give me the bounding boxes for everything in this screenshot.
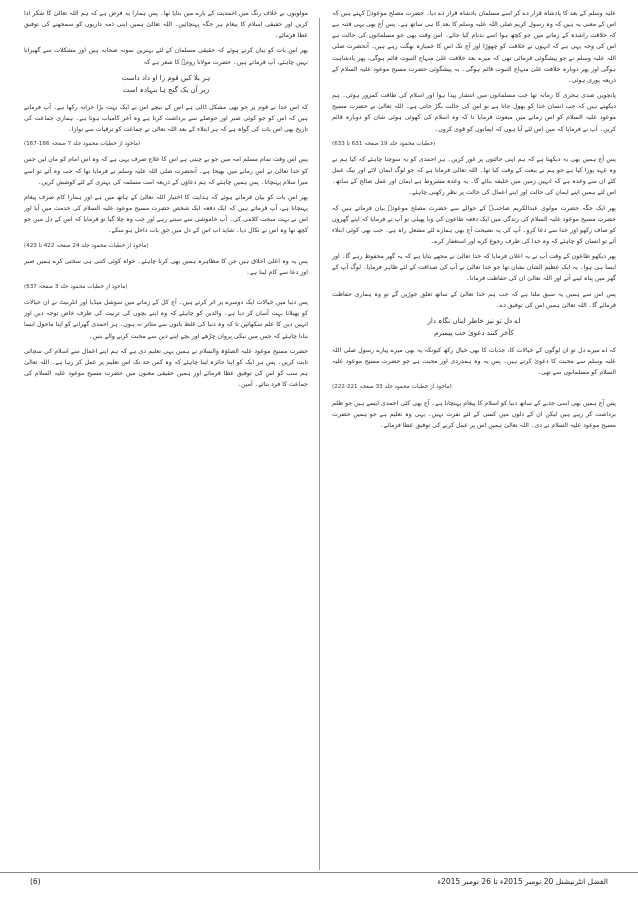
right-column [332, 8, 616, 870]
newspaper-page [24, 8, 616, 870]
page-footer [0, 872, 638, 893]
paragraph: پس یہ وہ اعلیٰ اخلاق ہیں جن کا مظاہرہ ہمیں بھی کرنا چاہئے۔ خواہ کوئی کتنی ہی سختی کرے ہمیں صبر اور دعا سے کام لینا ہے۔ [24, 257, 308, 276]
paragraph: پھر اس بات کو بیان فرماتے ہوئے کہ ہدایت کا اختیار اللہ تعالیٰ کے ہاتھ میں ہے اور ہمارا کام صرف پیغام پہنچانا ہے، آپ فرماتے ہیں کہ ایک دفعہ ایک شخص حضرت مسیح موعود علیہ السلام کی خدمت میں آیا اور اس نے بہت سخت کلامی کی۔ آپ خاموشی سے سنتے رہے اور جب وہ چلا گیا تو فرمایا کہ اس کے دل میں جو کچھ تھا وہ اس نے نکال دیا۔ شاید اب اس کے دل میں حق بات داخل ہو سکے۔ [24, 193, 308, 235]
citation: (ماخوذ از خطبات محمود جلد 24 صفحہ 422 تا 423) [24, 242, 149, 249]
paragraph: کہ اے میرے دل تو ان لوگوں کے خیالات کا، جذبات کا بھی خیال رکھ کیونکہ یہ بھی میرے پیارے رسول صلی اللہ علیہ وسلم سے محبت کا دعویٰ کرتے ہیں۔ پس یہ وہ ہمدردی اور محبت ہے جو حضرت مسیح موعود علیہ السلام کو مسلمانوں سے تھی۔ [332, 346, 616, 377]
column-divider [319, 18, 320, 870]
paragraph: مولویوں نے خلاف رنگ میں احمدیت کے بارے میں بتایا تھا۔ پس ہمارا یہ فرض ہے کہ ہم اللہ تعالیٰ کا شکر ادا کریں اور حقیقی اسلام کا پیغام ہر جگہ پہنچائیں۔ اللہ تعالیٰ ہمیں اپنی ذمہ داریوں کو سمجھنے کی توفیق عطا فرمائے۔ [24, 10, 308, 40]
paragraph: پس اس سے ہمیں یہ سبق ملتا ہے کہ جب ہم خدا تعالیٰ کے ساتھ تعلق جوڑیں گے تو وہ ہماری حفاظت فرمائے گا۔ اللہ تعالیٰ ہمیں اس کی توفیق دے۔ [332, 290, 616, 309]
verse-line: کآخر کنند دعویٰ حب پیمبرم [434, 328, 514, 337]
paragraph: پھر اس بات کو بیان کرتے ہوئے کہ حقیقی مسلمان کے لئے بہترین نمونہ صحابہ ہیں اور مشکلات سے گھبرانا نہیں چاہئے، آپ فرماتے ہیں۔ حضرت مولانا رومؒ کا شعر ہے کہ [24, 47, 308, 66]
paragraph: پس دنیا میں خیالات ایک دوسرے پر اثر کرتے ہیں۔ آج کل کے زمانے میں سوشل میڈیا اور انٹرنیٹ نے ان خیالات کو پھیلانا بہت آسان کر دیا ہے۔ والدین کو چاہئے کہ وہ اپنے بچوں کی تربیت کی طرف خاص توجہ دیں اور انہیں دین کا علم سکھائیں تا کہ وہ دنیا کی غلط باتوں سے متاثر نہ ہوں۔ ہر احمدی گھرانے کو اپنا ماحول ایسا بنانا چاہئے کہ جس میں نیکی پروان چڑھے اور بچے اپنے دین سے محبت کرنے والے بنیں۔ [24, 299, 308, 340]
verse-line: اے دل تو نیز خاطر ایناں نگاہ دار [427, 316, 521, 325]
citation: (ماخوذ از خطبات محمود جلد 7 صفحہ 166-167) [24, 141, 141, 148]
citation: (خطبات محمود جلد 19 صفحہ 631 تا 633) [332, 140, 436, 147]
citation: (ماخوذ از خطبات محمود جلد 3 صفحہ 537) [24, 283, 128, 290]
paragraph: پانچویں صدی ہجری کا زمانہ تھا جب مسلمانوں میں انتشار پیدا ہوا اور اسلام کی طاقت کمزور ہوئی۔ ہم دیکھتے ہیں کہ جب انسان خدا کو بھول جاتا ہے تو اس کی حالت بگڑ جاتی ہے۔ اللہ تعالیٰ نے حضرت مسیح موعود علیہ السلام کو اس زمانے میں مبعوث فرمایا تا کہ وہ اسلام کی کھوئی ہوئی شان کو دوبارہ قائم کریں۔ آپ نے فرمایا کہ میں اس لئے آیا ہوں کہ ایمانوں کو قوی کروں۔ [332, 92, 616, 133]
paragraph: علیہ وسلم کے بعد کا پادشاہ قرار دے کر اسے مسلمان بادشاہ قرار دے دیا۔ حضرت مصلح موعودؓ کہتے ہیں کہ اس کے معنی یہ ہیں کہ وہ رسول کریم صلی اللہ علیہ وسلم کا بعد کا ہی ساتھ ہے۔ پس آج بھی یہی فتنہ ہے کہ خلافت راشدہ کے زمانے میں جو کچھ ہوا اسے بدنام کیا جائے۔ اس وقت بھی جو مسلمانوں کی حالت ہے اس کی وجہ یہی ہے کہ انہوں نے خلافت کو چھوڑا اور آج تک اس کا خمیازہ بھگت رہے ہیں۔ آنحضرت صلی اللہ علیہ وسلم نے جو پیشگوئی فرمائی تھی کہ میرے بعد خلافت علیٰ منہاج النبوت قائم ہوگی، پھر بادشاہت ہوگی اور پھر دوبارہ خلافت علیٰ منہاج النبوت قائم ہوگی۔ یہ پیشگوئی حضرت مسیح موعود علیہ السلام کے ذریعہ پوری ہوئی۔ [332, 10, 616, 84]
page-number: (6) [30, 877, 41, 886]
paragraph: کہ اس خدا نے قوم پر جو بھی مشکل ڈالی ہے اس کے نیچے اس نے ایک بہت بڑا خزانہ رکھا ہے۔ آپ فرماتے ہیں کہ اس کو جو کوئی صبر اور حوصلے سے برداشت کرتا ہے وہ آخر کامیاب ہوتا ہے۔ ہماری جماعت کی تاریخ بھی اس بات کی گواہ ہے کہ ہر ابتلاء کے بعد اللہ تعالیٰ نے جماعت کو ترقیات سے نوازا۔ [24, 103, 308, 134]
paragraph: حضرت مسیح موعود علیہ الصلوٰۃ والسلام نے ہمیں یہی تعلیم دی ہے کہ ہم اپنے اعمال سے اسلام کی سچائی ثابت کریں۔ پس ہر ایک کو اپنا جائزہ لینا چاہئے کہ وہ کس حد تک اس تعلیم پر عمل کر رہا ہے۔ اللہ تعالیٰ ہم سب کو اس کی توفیق عطا فرمائے اور ہمیں حقیقی معنوں میں حضرت مسیح موعود علیہ السلام کی جماعت کا فرد بنائے۔ آمین۔ [24, 347, 308, 389]
paragraph: پس اس وقت تمام مسلم امہ میں جو بے چینی ہے اس کا علاج صرف یہی ہے کہ وہ اس امام کو مان لیں جس کو خدا تعالیٰ نے اس زمانے میں بھیجا ہے۔ آنحضرت صلی اللہ علیہ وسلم نے فرمایا تھا کہ جب وہ آئے تو اسے میرا سلام پہنچانا۔ پس ہمیں چاہئے کہ ہم دعاؤں کے ذریعہ امت مسلمہ کی بہتری کے لئے کوشش کریں۔ [24, 156, 308, 186]
paragraph: پھر ایک جگہ حضرت مولوی عبدالکریم صاحبؓ کے حوالے سے حضرت مصلح موعودؓ بیان فرماتے ہیں کہ حضرت مسیح موعود علیہ السلام کی زندگی میں ایک دفعہ طاعون کی وبا پھیلی تو آپ نے فرمایا کہ اپنے گھروں کو صاف رکھو اور خدا سے دعا کرو۔ آپ کی یہ نصیحت آج بھی ہمارے لئے مشعل راہ ہے۔ جب بھی کوئی ابتلاء آئے تو انسان کو چاہئے کہ وہ خدا کی طرف رجوع کرے اور استغفار کرے۔ [332, 204, 616, 245]
verse-line: زیر آں یک گنج ہا بنہادہ است [122, 85, 210, 94]
poetry-verse [332, 315, 616, 339]
left-column [24, 8, 308, 870]
poetry-verse [24, 72, 308, 96]
paragraph: پس آج ہمیں بھی یہ دیکھنا ہے کہ ہم اپنی حالتوں پر غور کریں۔ ہر احمدی کو یہ سوچنا چاہئے کہ کیا ہم نے وہ عہد پورا کیا ہے جو ہم نے بیعت کے وقت کیا تھا۔ اللہ تعالیٰ فرماتا ہے کہ جو لوگ ایمان لائے اور نیک عمل کئے ان سے وعدہ ہے کہ انہیں زمین میں خلیفہ بنائے گا۔ یہ وعدہ مشروط ہے ایمان اور عمل صالح کے ساتھ۔ اس لئے ہمیں اپنے ایمان کی حالت اور اپنے اعمال کی حالت پر نظر رکھنی چاہئے۔ [332, 155, 616, 197]
citation: (ماخوذ از خطبات محمود جلد 33 صفحہ 221-222) [332, 384, 452, 391]
verse-line: ہر بلا کیں قوم را او داد داست [121, 73, 211, 82]
paragraph: پھر دیکھو طاعون کے وقت آپ نے یہ اعلان فرمایا کہ خدا تعالیٰ نے مجھے بتایا ہے کہ یہ گھر محفوظ رہے گا۔ اور ایسا ہی ہوا۔ یہ ایک عظیم الشان نشان تھا جو خدا تعالیٰ نے آپ کی صداقت کے لئے ظاہر فرمایا۔ لوگ آپ کے گھر میں پناہ لینے آتے اور اللہ تعالیٰ ان کی حفاظت فرماتا۔ [332, 253, 616, 283]
paragraph: پس آج ہمیں بھی اسی جذبے کے ساتھ دنیا کو اسلام کا پیغام پہنچانا ہے۔ آج بھی کئی احمدی ایسے ہیں جو ظلم برداشت کر رہے ہیں لیکن ان کے دلوں میں کسی کے لئے نفرت نہیں۔ یہی وہ تعلیم ہے جو ہمیں حضرت مسیح موعود علیہ السلام نے دی۔ اللہ تعالیٰ ہمیں اس پر عمل کرنے کی توفیق عطا فرمائے۔ [332, 399, 616, 429]
issue-date: الفضل انٹرنیشنل 20 نومبر 2015ء تا 26 نومبر 2015ء [437, 877, 608, 886]
